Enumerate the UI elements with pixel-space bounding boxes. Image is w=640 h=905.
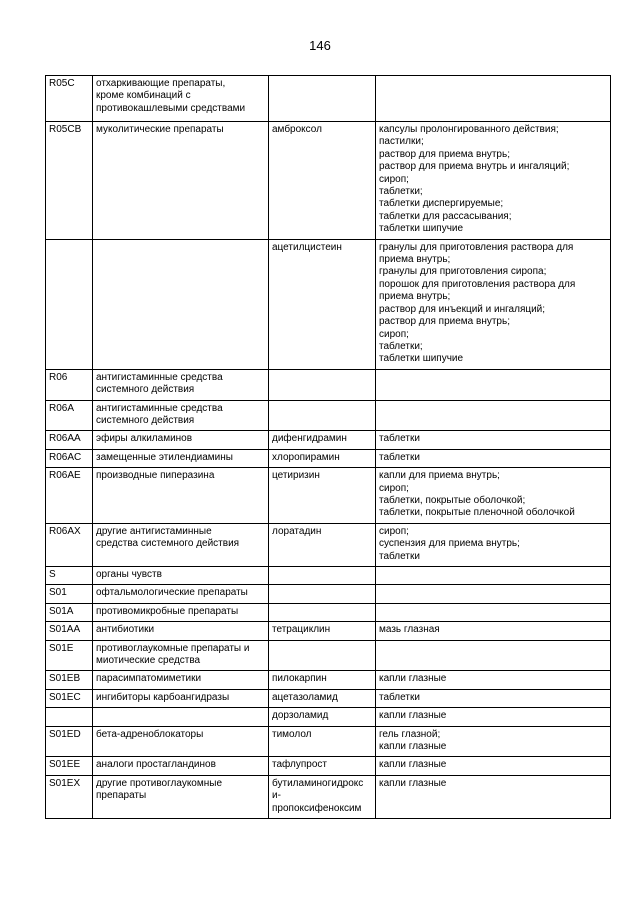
dosage-form-cell: капли глазные — [376, 757, 611, 775]
atc-code-cell: S01A — [46, 603, 93, 621]
group-name-cell: антигистаминные средства системного действия — [93, 369, 269, 400]
atc-code-cell — [46, 239, 93, 369]
drug-name-cell: лоратадин — [269, 523, 376, 566]
table-row — [46, 640, 611, 671]
drug-name-cell: бутиламиногидрокс и- пропоксифеноксим — [269, 775, 376, 818]
drug-name-cell: тетрациклин — [269, 622, 376, 640]
atc-code-cell: R05CB — [46, 122, 93, 240]
atc-code-cell: S01EC — [46, 689, 93, 707]
atc-code-cell: R06AE — [46, 468, 93, 524]
table-row — [46, 775, 611, 818]
dosage-form-cell: капли глазные — [376, 775, 611, 818]
group-name-cell: муколитические препараты — [93, 122, 269, 240]
atc-code-cell: R06AA — [46, 431, 93, 449]
drug-name-cell — [269, 400, 376, 431]
atc-code-cell: R06AC — [46, 449, 93, 467]
group-name-cell: ингибиторы карбоангидразы — [93, 689, 269, 707]
group-name-cell: противоглаукомные препараты и миотические средства — [93, 640, 269, 671]
dosage-form-cell — [376, 400, 611, 431]
atc-code-cell: R06AX — [46, 523, 93, 566]
table-row — [46, 726, 611, 757]
atc-code-cell: R05C — [46, 76, 93, 122]
group-name-cell: другие противоглаукомные препараты — [93, 775, 269, 818]
dosage-form-cell: мазь глазная — [376, 622, 611, 640]
table-row — [46, 585, 611, 603]
drug-name-cell — [269, 640, 376, 671]
dosage-form-cell: капсулы пролонгированного действия; пастилки; раствор для приема внутрь; раствор для приема внутрь и ингаляций; сироп; таблетки; таблетки диспергируемые; таблетки для рассасывания; таблетки шипучие — [376, 122, 611, 240]
drug-table — [45, 75, 611, 819]
dosage-form-cell — [376, 567, 611, 585]
table-row — [46, 468, 611, 524]
drug-name-cell — [269, 603, 376, 621]
atc-code-cell: S01EE — [46, 757, 93, 775]
group-name-cell: эфиры алкиламинов — [93, 431, 269, 449]
group-name-cell — [93, 239, 269, 369]
group-name-cell: антигистаминные средства системного действия — [93, 400, 269, 431]
dosage-form-cell: таблетки — [376, 449, 611, 467]
drug-name-cell: тимолол — [269, 726, 376, 757]
atc-code-cell — [46, 708, 93, 726]
drug-name-cell: ацетилцистеин — [269, 239, 376, 369]
group-name-cell: замещенные этилендиамины — [93, 449, 269, 467]
atc-code-cell: S01ED — [46, 726, 93, 757]
table-row — [46, 76, 611, 122]
table-row — [46, 369, 611, 400]
group-name-cell: офтальмологические препараты — [93, 585, 269, 603]
dosage-form-cell: капли для приема внутрь; сироп; таблетки, покрытые оболочкой; таблетки, покрытые пленочной оболочкой — [376, 468, 611, 524]
atc-code-cell: R06A — [46, 400, 93, 431]
atc-code-cell: S01EX — [46, 775, 93, 818]
table-row — [46, 603, 611, 621]
drug-name-cell: ацетазоламид — [269, 689, 376, 707]
drug-name-cell: амброксол — [269, 122, 376, 240]
table-row — [46, 689, 611, 707]
drug-name-cell: цетиризин — [269, 468, 376, 524]
group-name-cell — [93, 708, 269, 726]
drug-name-cell — [269, 369, 376, 400]
group-name-cell: другие антигистаминные средства системного действия — [93, 523, 269, 566]
atc-code-cell: R06 — [46, 369, 93, 400]
table-row — [46, 708, 611, 726]
dosage-form-cell — [376, 585, 611, 603]
table-row — [46, 449, 611, 467]
dosage-form-cell: капли глазные — [376, 671, 611, 689]
table-row — [46, 757, 611, 775]
page-number: 146 — [309, 38, 331, 53]
table-row — [46, 671, 611, 689]
dosage-form-cell: капли глазные — [376, 708, 611, 726]
group-name-cell: отхаркивающие препараты, кроме комбинаций с противокашлевыми средствами — [93, 76, 269, 122]
dosage-form-cell: таблетки — [376, 689, 611, 707]
table-row — [46, 431, 611, 449]
drug-name-cell: пилокарпин — [269, 671, 376, 689]
group-name-cell: антибиотики — [93, 622, 269, 640]
table-row — [46, 400, 611, 431]
dosage-form-cell — [376, 369, 611, 400]
atc-code-cell: S01AA — [46, 622, 93, 640]
drug-name-cell — [269, 585, 376, 603]
table-row — [46, 122, 611, 240]
table-row — [46, 567, 611, 585]
dosage-form-cell — [376, 603, 611, 621]
dosage-form-cell: таблетки — [376, 431, 611, 449]
drug-name-cell: хлоропирамин — [269, 449, 376, 467]
atc-code-cell: S — [46, 567, 93, 585]
group-name-cell: аналоги простагландинов — [93, 757, 269, 775]
table-row — [46, 622, 611, 640]
group-name-cell: бета-адреноблокаторы — [93, 726, 269, 757]
drug-name-cell — [269, 76, 376, 122]
group-name-cell: парасимпатомиметики — [93, 671, 269, 689]
drug-name-cell: дорзоламид — [269, 708, 376, 726]
dosage-form-cell: гранулы для приготовления раствора для приема внутрь; гранулы для приготовления сиропа; порошок для приготовления раствора для приема внутрь; раствор для инъекций и ингаляций; раствор для приема внутрь; сироп; таблетки; таблетки шипучие — [376, 239, 611, 369]
group-name-cell: противомикробные препараты — [93, 603, 269, 621]
dosage-form-cell — [376, 640, 611, 671]
group-name-cell: органы чувств — [93, 567, 269, 585]
dosage-form-cell: гель глазной; капли глазные — [376, 726, 611, 757]
dosage-form-cell: сироп; суспензия для приема внутрь; таблетки — [376, 523, 611, 566]
dosage-form-cell — [376, 76, 611, 122]
group-name-cell: производные пиперазина — [93, 468, 269, 524]
drug-name-cell — [269, 567, 376, 585]
table-row — [46, 239, 611, 369]
drug-name-cell: дифенгидрамин — [269, 431, 376, 449]
atc-code-cell: S01EB — [46, 671, 93, 689]
atc-code-cell: S01 — [46, 585, 93, 603]
drug-name-cell: тафлупрост — [269, 757, 376, 775]
atc-code-cell: S01E — [46, 640, 93, 671]
table-row — [46, 523, 611, 566]
